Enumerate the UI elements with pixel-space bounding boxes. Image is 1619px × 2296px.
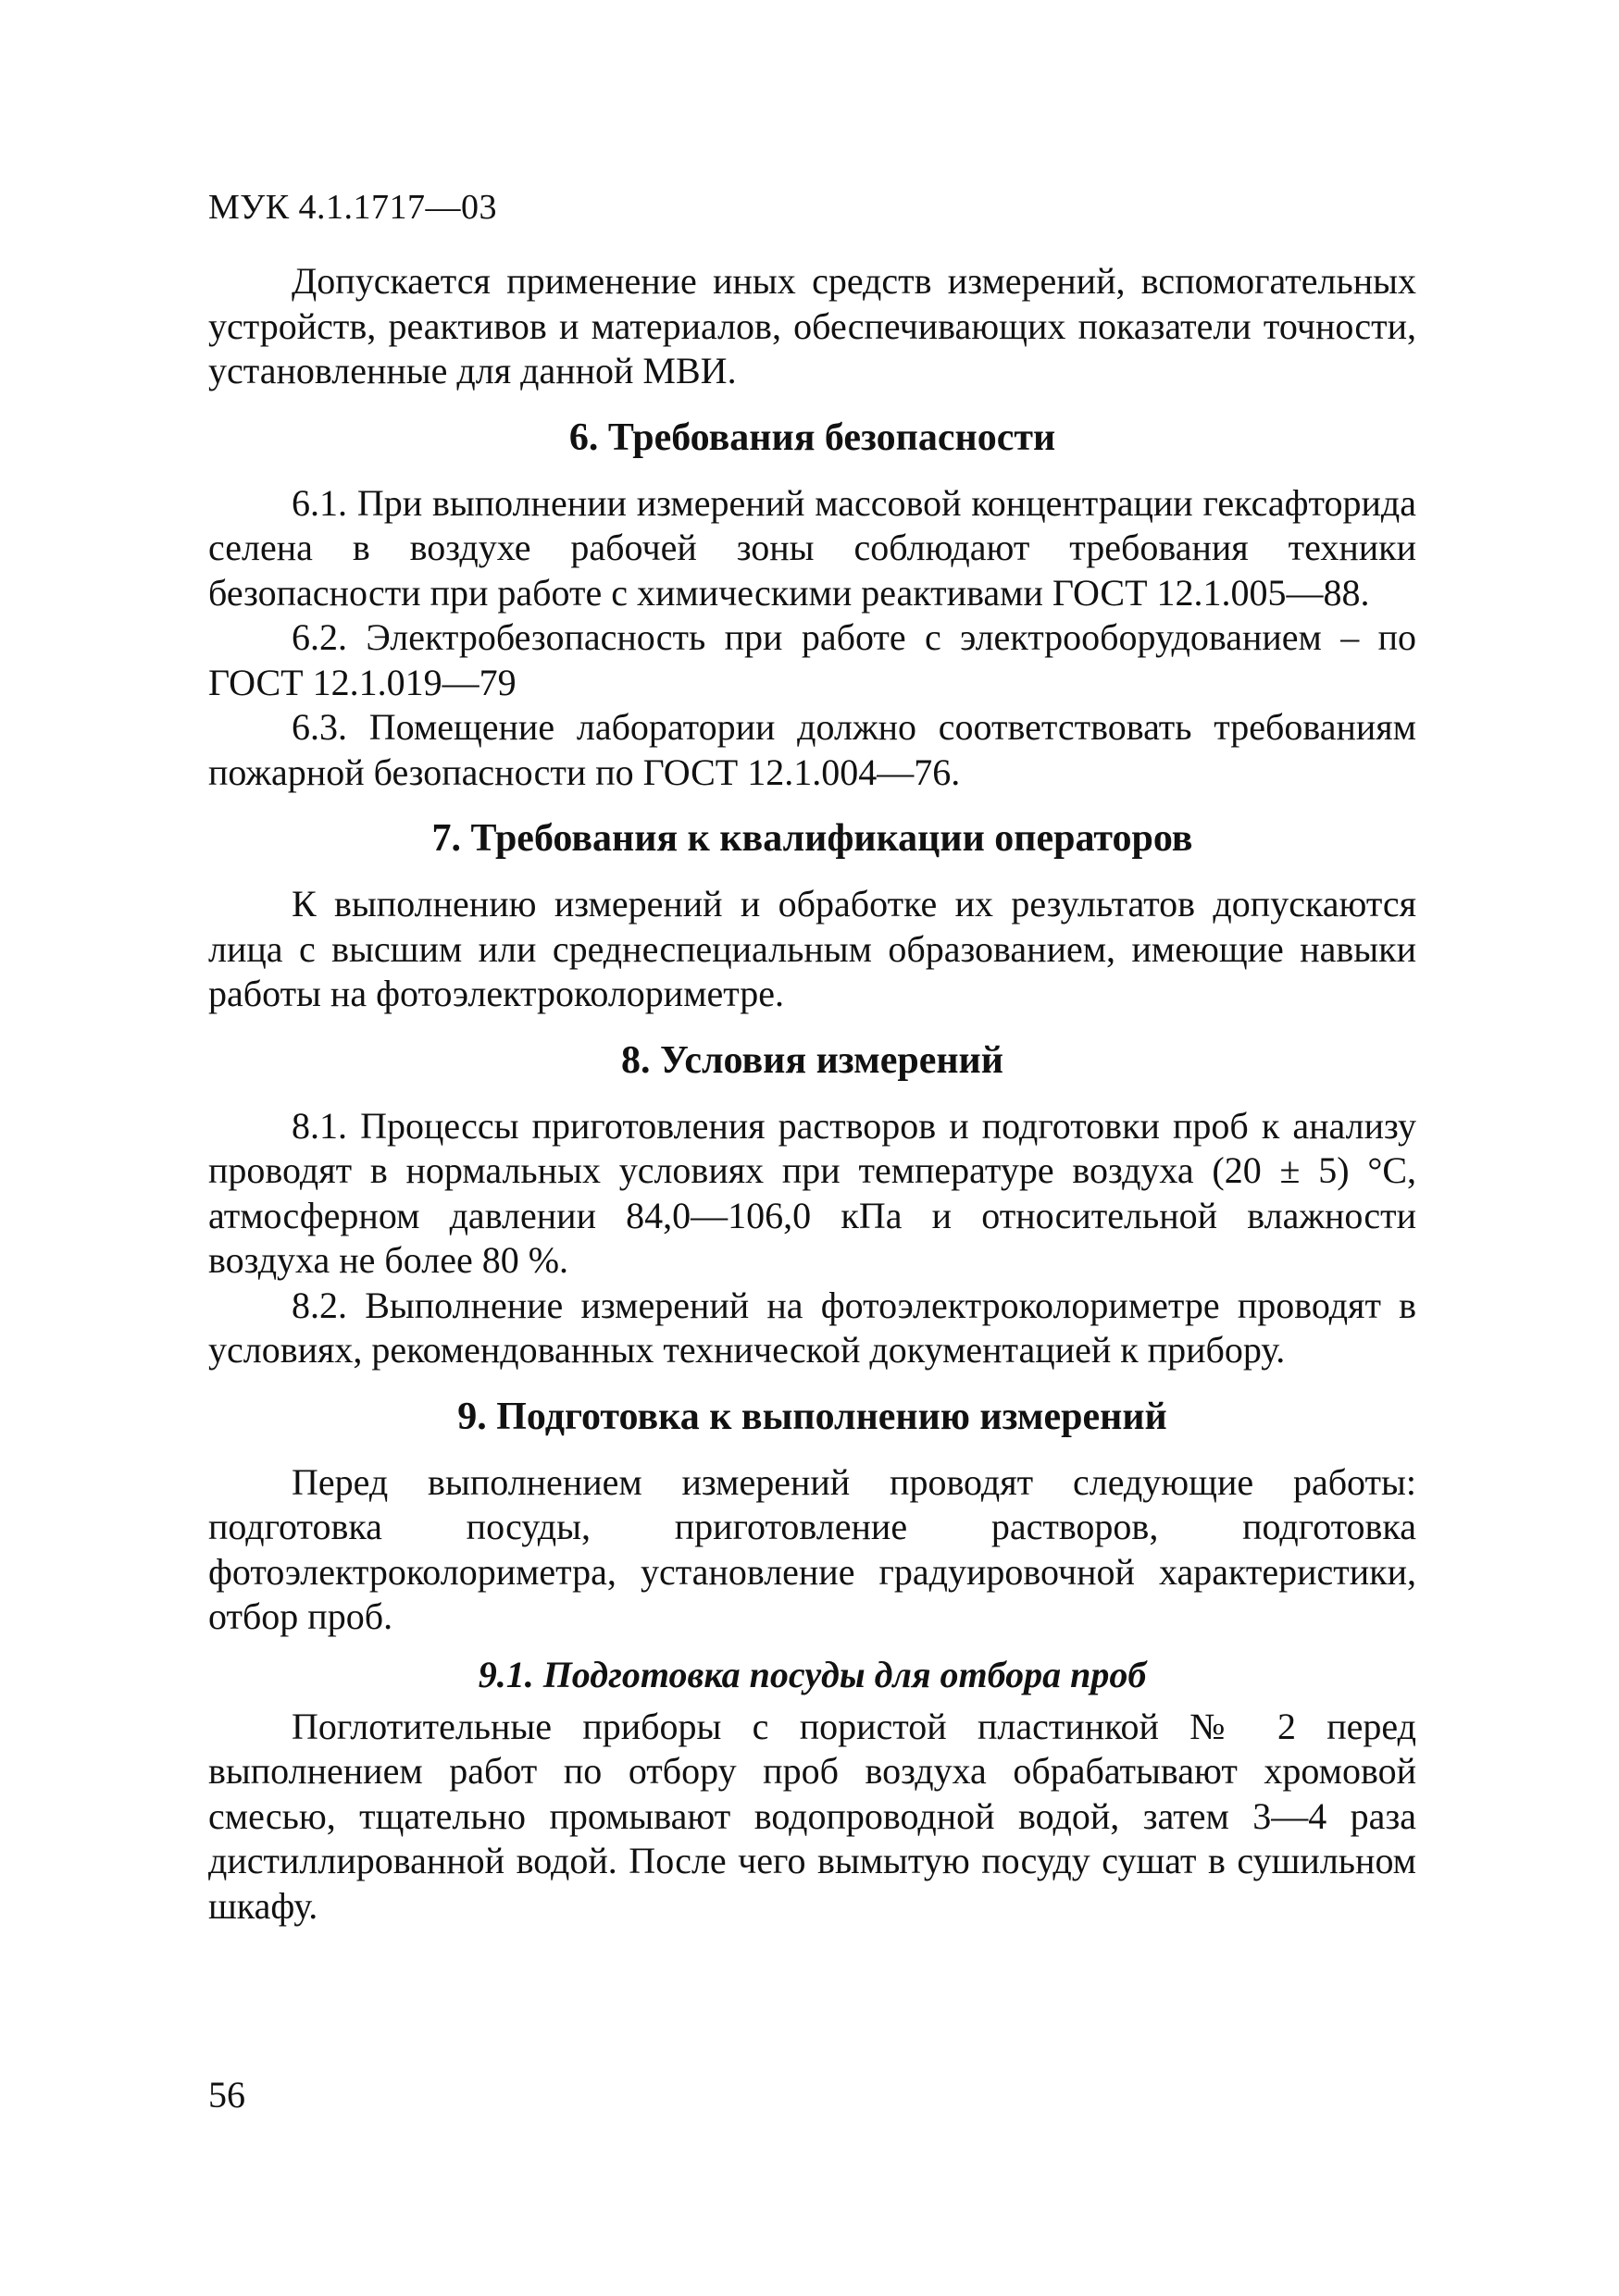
section-9-paragraph: Перед выполнением измерений проводят следующие работы: подготовка посуды, приготовление растворов, подготовка фотоэлектроколориметра, установление градуировочной характеристики, отбор проб.: [208, 1460, 1416, 1637]
running-header: МУК 4.1.1717—03: [208, 188, 498, 227]
section-6-item-3: 6.3. Помещение лаборатории должно соответствовать требованиям пожарной безопасности по ГОСТ 12.1.004—76.: [208, 706, 1416, 793]
section-6-item-2: 6.2. Электробезопасность при работе с электрооборудованием – по ГОСТ 12.1.019—79: [208, 616, 1416, 703]
section-8-item-2: 8.2. Выполнение измерений на фотоэлектроколориметре проводят в условиях, рекомендованных технической документацией к прибору.: [208, 1284, 1416, 1371]
intro-paragraph: Допускается применение иных средств измерений, вспомогательных устройств, реактивов и материалов, обеспечивающих показатели точности, установленные для данной МВИ.: [208, 260, 1416, 391]
subsection-9-1-paragraph: Поглотительные приборы с пористой пластинкой № 2 перед выполнением работ по отбору проб воздуха обрабатывают хромовой смесью, тщательно промывают водопроводной водой, затем 3—4 раза дистиллированной водой. После чего вымытую посуду сушат в сушильном шкафу.: [208, 1705, 1416, 1927]
section-6-title: 6. Требования безопасности: [568, 416, 1056, 459]
section-8-item-1: 8.1. Процессы приготовления растворов и подготовки проб к анализу проводят в нормальных условиях при температуре воздуха (20 ± 5) °С, атмосферном давлении 84,0—106,0 кПа и относительной влажности воздуха не более 80 %.: [208, 1104, 1416, 1281]
section-8-title: 8. Условия измерений: [621, 1038, 1003, 1082]
section-7-paragraph: К выполнению измерений и обработке их результатов допускаются лица с высшим или среднеспециальным образованием, имеющие навыки работы на фотоэлектроколориметре.: [208, 883, 1416, 1014]
section-7-title: 7. Требования к квалификации операторов: [431, 817, 1193, 860]
page-number: 56: [208, 2074, 245, 2116]
section-6-item-1: 6.1. При выполнении измерений массовой концентрации гексафторида селена в воздухе рабочей зоны соблюдают требования техники безопасности при работе с химическими реактивами ГОСТ 12.1.005—88.: [208, 481, 1416, 614]
section-9-title: 9. Подготовка к выполнению измерений: [457, 1395, 1167, 1438]
document-page: [208, 185, 1416, 1929]
subsection-9-1-title: 9.1. Подготовка посуды для отбора проб: [478, 1653, 1147, 1695]
